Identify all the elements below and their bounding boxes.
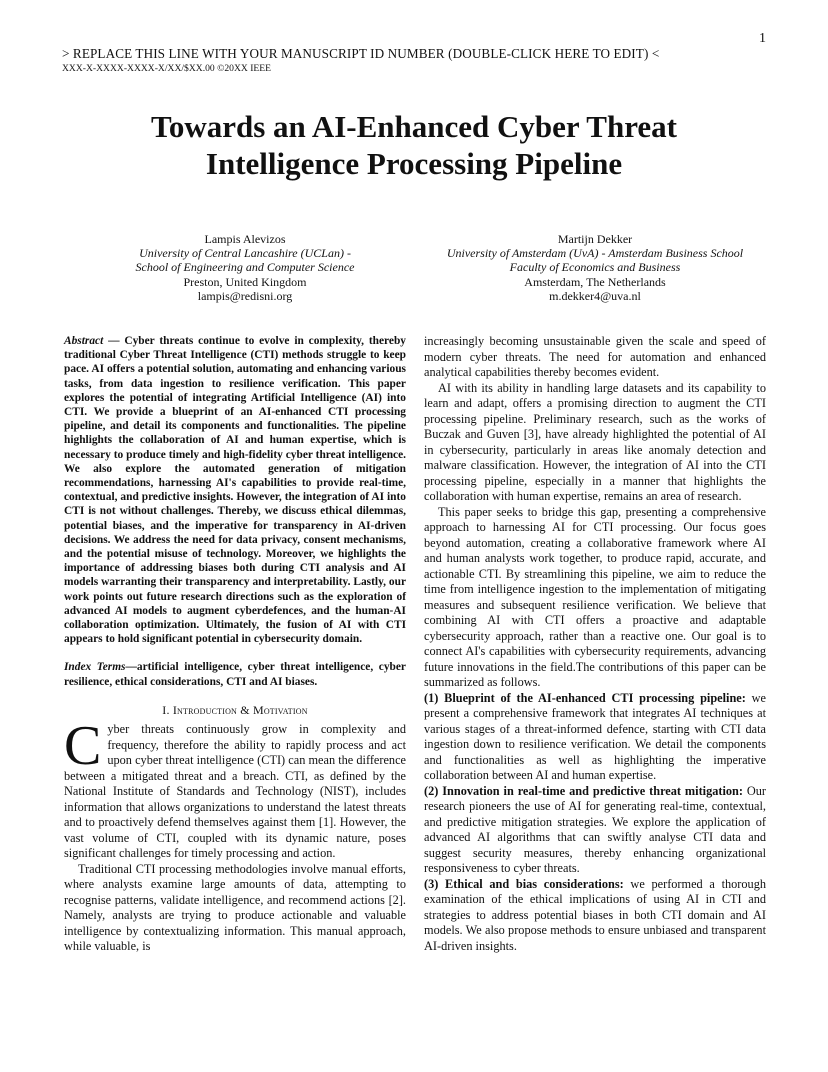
index-terms [64,660,406,688]
contribution-2 [424,784,766,877]
contribution-1-title: (1) Blueprint of the AI-enhanced CTI processing pipeline: [424,690,746,705]
paper-title [62,108,766,182]
contribution-3-title: (3) Ethical and bias considerations: [424,876,624,891]
manuscript-id-line: > REPLACE THIS LINE WITH YOUR MANUSCRIPT ID NUMBER (DOUBLE-CLICK HERE TO EDIT) < [62,46,660,61]
page-number: 1 [759,31,766,46]
abstract-text: Cyber threats continue to evolve in complexity, thereby traditional Cyber Threat Intelligence (CTI) methods struggle to keep pace. AI offers a potential solution, automating and enhancing various tasks, from data ingestion to resilience verification. This paper explores the potential of integrating Artificial Intelligence (AI) into CTI. We provide a blueprint of an AI-enhanced CTI processing pipeline, and detail its components and functionalities. The pipeline highlights the collaboration of AI and human expertise, which is necessary to produce timely and high-fidelity cyber threat intelligence. We also explore the automated generation of mitigation recommendations, harnessing AI's capabilities to provide real-time, contextual, and predictive insights. However, the integration of AI into CTI is not without challenges. Thereby, we discuss ethical dilemmas, potential biases, and the imperative for transparency in AI-driven decisions. We address the need for data privacy, consent mechanisms, and the potential misuse of technology. Moreover, we highlights the importance of addressing biases both during CTI analysis and AI models warranting their transparency and interpretability. Lastly, our work points out future research directions such as the exploration of advanced AI models to augment cyberdefences, and the human-AI collaboration optimization. Ultimately, the fusion of AI with CTI appears to hold significant potential in cybersecurity domain. [64,335,406,646]
contribution-1-text: we present a comprehensive framework that integrates AI techniques at various stages of a threat-informed defence, starting with CTI data ingestion down to resilience verification. We detail the components and functionalities as well as highlighting the imperative collaboration between AI and human expertise. [424,690,766,782]
intro-paragraph-4: This paper seeks to bridge this gap, presenting a comprehensive approach to harnessing AI for CTI processing. Our focus goes beyond automation, creating a collaborative framework where AI and human analysts work together, to produce rapid, accurate, and actionable CTI. By streamlining this pipeline, we aim to reduce the time from intelligence ingestion to the implementation of mitigating measures and subsequent resilience verification. We believe that combining AI with CTI offers a proactive and adaptable cybersecurity approach, rather than a reactive one. Our goal is to connect AI's capabilities with cybersecurity requirements, advancing future innovations in the field.The contributions of this paper can be summarized as follows. [424,504,766,689]
contribution-2-text: Our research pioneers the use of AI for generating real-time, contextual, and predictive mitigation strategies. We explore the application of advanced AI algorithms that can swiftly analyse CTI data and suggest security measures, thereby enhancing organizational responsiveness to cyber threats. [424,783,766,875]
author-email: m.dekker4@uva.nl [549,288,641,303]
author-location: Preston, United Kingdom [183,274,307,289]
author-affiliation: University of Amsterdam (UvA) - Amsterdam Business School [446,246,744,261]
author-location: Amsterdam, The Netherlands [524,274,666,289]
paper-title-line-2: Intelligence Processing Pipeline [205,146,623,181]
contribution-3-text: we performed a thorough examination of the ethical implications of using AI in CTI and strategies to address potential biases in both CTI domain and AI models. We also propose methods to ensure unbiased and transparent AI-driven insights. [424,876,766,953]
left-column [64,334,406,955]
intro-paragraph-2: Traditional CTI processing methodologies involve manual efforts, where analysts examine large amounts of data, attempting to recognise patterns, validate intelligence, and recommend actions [2]. Namely, analysts are trying to produce actionable and valuable intelligence by contextualizing information. This manual approach, while valuable, is [64,861,406,954]
author-affiliation: University of Central Lancashire (UCLan) - [139,246,351,261]
abstract-label: Abstract [64,335,104,347]
intro-paragraph-1-text: yber threats continuously grow in complexity and frequency, therefore the ability to rapidly process and act upon cyber threat intelligence (CTI) can mean the difference between a mitigated threat and a breach. CTI, as defined by the National Institute of Standards and Technology (NIST), includes information that allows organizations to understand the latest threats and to proactively defend themselves against them [1]. However, the vast volume of CTI, coupled with its dynamic nature, poses significant challenges for timely processing and action. [64,722,406,861]
author-block-1 [100,232,390,303]
contribution-2-title: (2) Innovation in real-time and predictive threat mitigation: [424,783,743,798]
intro-paragraph-3: AI with its ability in handling large datasets and its capability to learn and adapt, offers a promising direction to augment the CTI processing pipeline. Preliminary research, such as the works of Buczak and Guven [3], have already highlighted the potential of AI in cybersecurity, particularly in areas like anomaly detection and malware classification. However, the integration of AI into the CTI processing pipeline, especially in a manner that highlights the collaboration with human expertise, remains an area of research. [424,380,766,503]
contribution-1 [424,691,766,784]
author-name: Lampis Alevizos [204,232,286,246]
author-name: Martijn Dekker [557,232,633,246]
section-heading: I. Introduction & Motivation [162,702,308,717]
author-affiliation: School of Engineering and Computer Science [135,260,355,275]
author-affiliation: Faculty of Economics and Business [509,260,681,275]
author-block-2 [420,232,770,303]
index-terms-text: —artificial intelligence, cyber threat intelligence, cyber resilience, ethical considerations, CTI and AI biases. [64,661,406,688]
abstract [64,334,406,646]
drop-cap: C [64,715,102,778]
index-terms-label: Index Terms [64,661,126,674]
contribution-3 [424,877,766,955]
intro-paragraph-2-continued: increasingly becoming unsustainable given the scale and speed of modern cyber threats. The need for automation and enhanced analytical capabilities thereby becomes evident. [424,334,766,379]
copyright-line: XXX-X-XXXX-XXXX-X/XX/$XX.00 ©20XX IEEE [62,63,271,74]
author-email: lampis@redisni.org [197,288,293,303]
intro-paragraph-1 [64,715,406,862]
abstract-dash: — [103,335,125,347]
paper-title-line-1: Towards an AI-Enhanced Cyber Threat [151,109,677,144]
right-column [424,334,766,954]
